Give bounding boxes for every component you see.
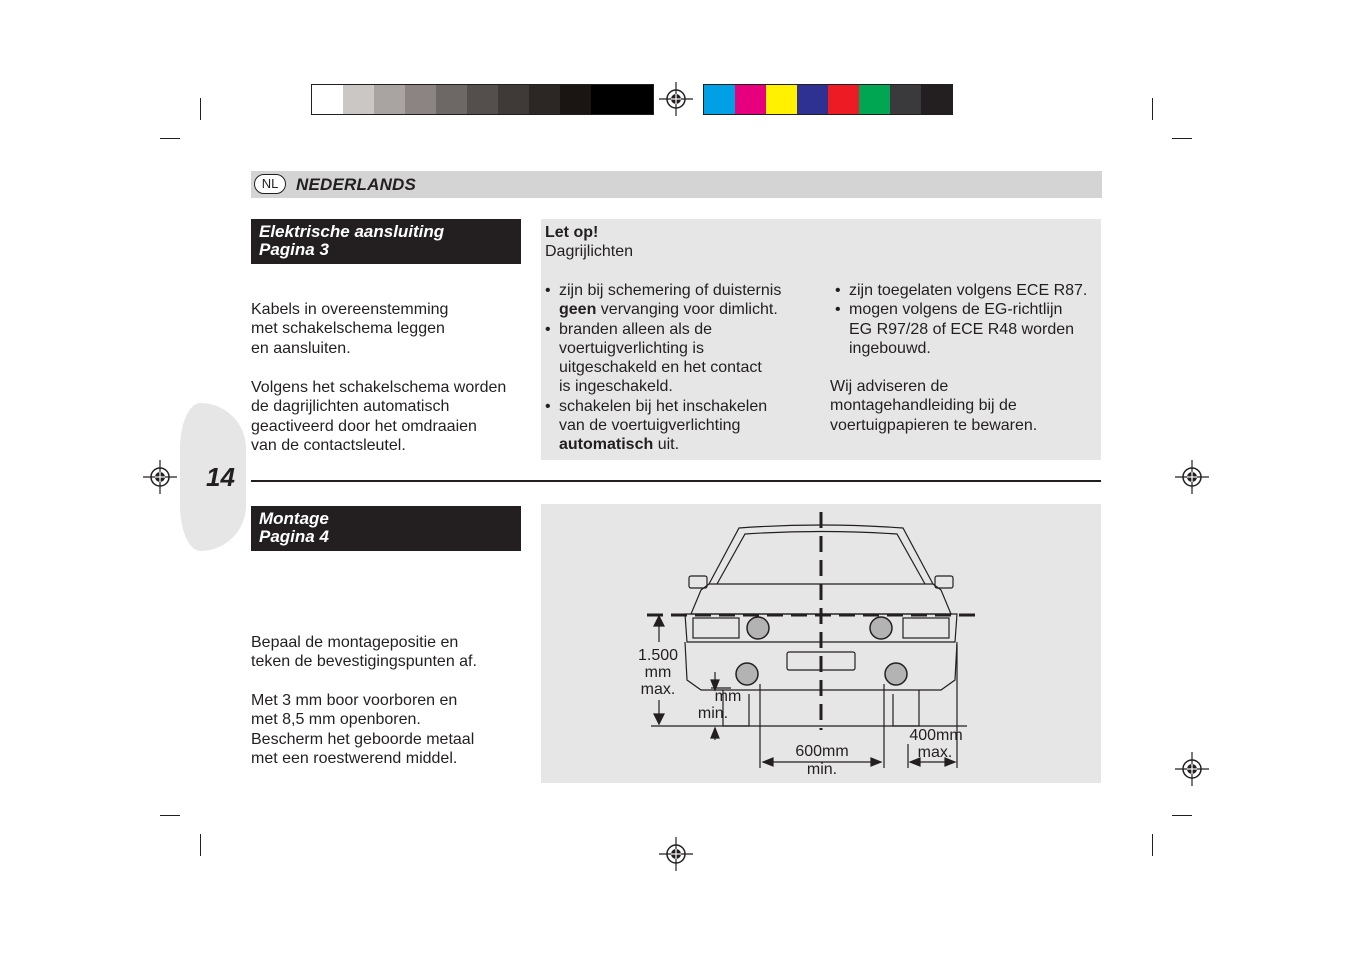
height-min-label: min. [697, 705, 729, 722]
text-line: voertuigverlichting is [559, 339, 704, 357]
trim-mark [1172, 815, 1192, 816]
gray-swatch [436, 85, 467, 114]
notice-left-bullets [545, 281, 781, 455]
registration-mark-icon [1175, 460, 1209, 494]
arrow-up-icon [654, 616, 664, 626]
text-line: met 8,5 mm openboren. [251, 711, 421, 729]
spacing-min-label: 600mm [795, 743, 849, 760]
bold-text: geen [559, 301, 597, 319]
registration-mark-icon [143, 460, 177, 494]
text-line: met een roestwerend middel. [251, 749, 458, 767]
text-line: • zijn bij schemering of duisternis [559, 282, 782, 299]
text-line: uitgeschakeld en het contact [559, 359, 762, 377]
car-mirror-right [935, 576, 953, 588]
registration-mark-icon [659, 82, 693, 116]
text-line: • schakelen bij het inschakelen [559, 397, 768, 415]
notice-advice [830, 377, 1037, 435]
text-line: EG R97/28 of ECE R48 worden [849, 320, 1075, 338]
drl-lamp-right [885, 663, 907, 685]
text-line: Bepaal de montagepositie en [251, 634, 459, 651]
process-swatch [735, 85, 766, 114]
registration-mark-icon [1175, 752, 1209, 786]
process-swatch [921, 85, 952, 114]
bold-text: automatisch [559, 436, 654, 454]
trim-mark [1152, 98, 1153, 120]
process-swatch [890, 85, 921, 114]
gray-swatch [312, 85, 343, 114]
text-line: Wij adviseren de [830, 378, 949, 395]
text-line: Kabels in overeenstemming [251, 301, 449, 318]
page-number: 14 [206, 462, 235, 492]
text-line: montagehandleiding bij de [830, 397, 1017, 415]
height-max-label: 1.500 [637, 647, 679, 664]
section-divider [251, 480, 1101, 482]
text-line: Volgens het schakelschema worden [251, 379, 507, 396]
process-swatch [828, 85, 859, 114]
text-line: geactiveerd door het omdraaien [251, 417, 477, 435]
text-line: van de contactsleutel. [251, 436, 406, 454]
mounting-paragraph-1 [251, 633, 477, 672]
gray-swatch [467, 85, 498, 114]
text-line: teken de bevestigingspunten af. [251, 653, 477, 671]
text-line: de dagrijlichten automatisch [251, 398, 450, 416]
arrow-down-icon [654, 714, 664, 724]
process-swatch [766, 85, 797, 114]
electrical-paragraph-1 [251, 300, 448, 358]
arrow-right-icon [871, 758, 881, 766]
notice-bullet [545, 320, 781, 397]
text-line: met schakelschema leggen [251, 320, 445, 338]
text-line: en aansluiten. [251, 339, 351, 357]
text-line: • mogen volgens de EG-richtlijn [849, 301, 1063, 319]
trim-mark [200, 98, 201, 120]
language-title: NEDERLANDS [296, 175, 417, 194]
gray-swatch [405, 85, 436, 114]
upper-lamp-right [870, 617, 892, 639]
height-min-label: mm [714, 688, 742, 705]
process-swatch [859, 85, 890, 114]
text-line: Met 3 mm boor voorboren en [251, 692, 458, 709]
edge-max-label: max. [917, 744, 953, 761]
trim-mark [160, 138, 180, 139]
car-headlight-right [903, 618, 949, 638]
gray-swatch [529, 85, 560, 114]
text-line: voertuigpapieren te bewaren. [830, 416, 1038, 434]
gray-swatch [560, 85, 591, 114]
car-mirror-left [689, 576, 707, 588]
process-color-bar [703, 84, 953, 115]
section-heading-line: Pagina 3 [259, 240, 329, 259]
text-line: • zijn toegelaten volgens ECE R87. [849, 282, 1088, 299]
gray-swatch [498, 85, 529, 114]
arrow-up-icon [711, 728, 719, 738]
car-headlight-left [693, 618, 739, 638]
grayscale-color-bar [311, 84, 654, 115]
trim-mark [200, 834, 201, 856]
notice-bullet [545, 281, 781, 320]
language-badge: NL [254, 174, 286, 194]
trim-mark [1152, 834, 1153, 856]
notice-bullet [545, 397, 781, 455]
height-max-label: max. [640, 681, 676, 698]
upper-lamp-left [747, 617, 769, 639]
process-swatch [704, 85, 735, 114]
text-line: Bescherm het geboorde metaal [251, 730, 475, 748]
text-line: van de voertuigverlichting [559, 417, 741, 435]
registration-mark-icon [659, 837, 693, 871]
section-heading-mounting [251, 506, 521, 551]
text-line: ingebouwd. [849, 339, 931, 357]
gray-swatch [343, 85, 374, 114]
notice-subtitle: Dagrijlichten [545, 243, 634, 260]
section-heading-line: Elektrische aansluiting [259, 222, 445, 241]
section-heading-line: Pagina 4 [259, 527, 329, 546]
car-front-diagram [541, 504, 1101, 783]
notice-right-bullets [835, 281, 1087, 358]
notice-bullet [835, 300, 1087, 358]
drl-lamp-left [736, 663, 758, 685]
section-heading-line: Montage [259, 509, 329, 528]
notice-title: Let op! [545, 224, 599, 241]
car-wheel-right [893, 690, 919, 726]
process-swatch [797, 85, 828, 114]
arrow-left-icon [763, 758, 773, 766]
trim-mark [160, 815, 180, 816]
height-max-label: mm [644, 664, 672, 681]
gray-swatch [591, 85, 653, 114]
text-line: geen vervanging voor dimlicht. [559, 301, 778, 319]
section-heading-electrical [251, 219, 521, 264]
spacing-min-label: min. [806, 761, 838, 778]
text-line: is ingeschakeld. [559, 378, 673, 396]
trim-mark [1172, 138, 1192, 139]
mounting-paragraph-2 [251, 691, 474, 768]
gray-swatch [374, 85, 405, 114]
electrical-paragraph-2 [251, 378, 506, 455]
notice-bullet [835, 281, 1087, 300]
edge-max-label: 400mm [909, 727, 963, 744]
text-line: • branden alleen als de [559, 320, 713, 338]
text-line: automatisch uit. [559, 436, 680, 454]
